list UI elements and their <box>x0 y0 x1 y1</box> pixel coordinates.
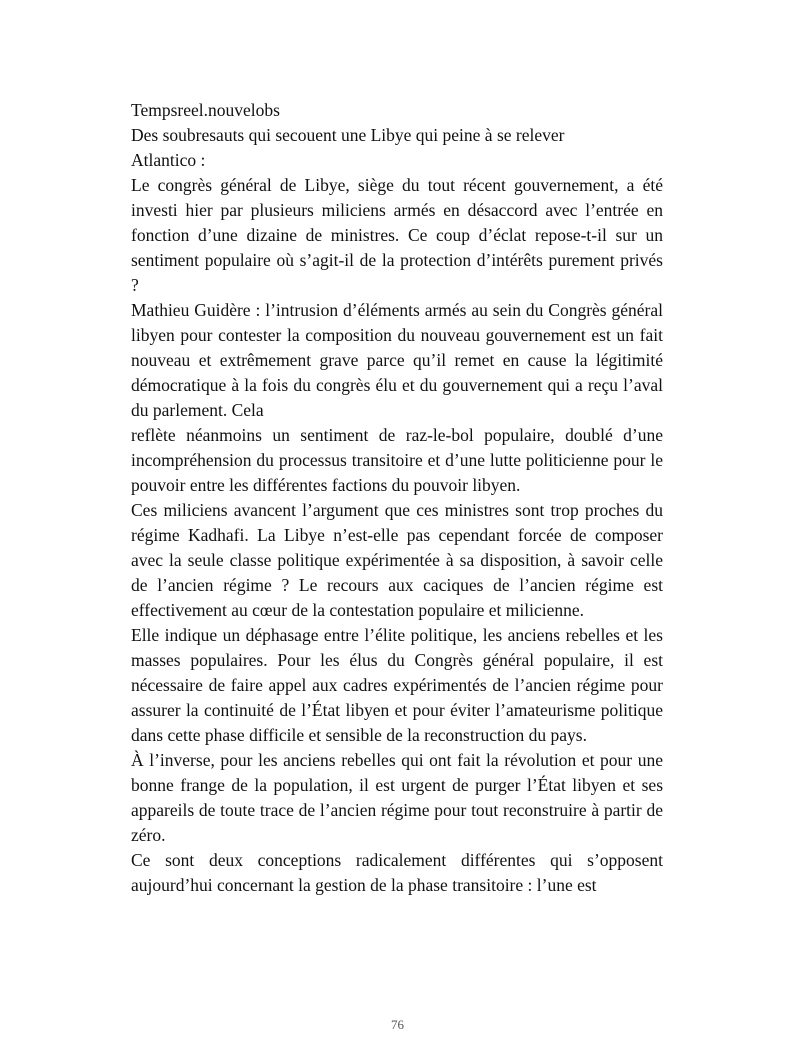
paragraph: Ce sont deux conceptions radicalement différentes qui s’opposent aujourd’hui concernant la gestion de la phase transitoire : l’une est <box>131 850 663 895</box>
paragraph: Ces miliciens avancent l’argument que ces ministres sont trop proches du régime Kadhafi. La Libye n’est-elle pas cependant forcée de composer avec la seule classe politique expérimentée à sa disposition, à savoir celle de l’ancien régime ? Le recours aux caciques de l’ancien régime est effectivement au cœur de la contestation populaire et milicienne. <box>131 500 663 620</box>
article-title: Des soubresauts qui secouent une Libye qui peine à se relever <box>131 125 565 145</box>
paragraph: Mathieu Guidère : l’intrusion d’éléments armés au sein du Congrès général libyen pour contester la composition du nouveau gouvernement est un fait nouveau et extrêmement grave parce qu’il remet en cause la légitimité démocratique à la fois du congrès élu et du gouvernement qui a reçu l’aval du parlement. Cela <box>131 300 663 420</box>
paragraph: À l’inverse, pour les anciens rebelles qui ont fait la révolution et pour une bonne frange de la population, il est urgent de purger l’État libyen et ses appareils de toute trace de l’ancien régime pour tout reconstruire à partir de zéro. <box>131 750 663 845</box>
source-line: Atlantico : <box>131 150 206 170</box>
source-line: Tempsreel.nouvelobs <box>131 100 280 120</box>
document-body <box>131 98 663 898</box>
paragraph: Elle indique un déphasage entre l’élite politique, les anciens rebelles et les masses populaires. Pour les élus du Congrès général populaire, il est nécessaire de faire appel aux cadres expérimentés de l’ancien régime pour assurer la continuité de l’État libyen et pour éviter l’amateurisme politique dans cette phase difficile et sensible de la reconstruction du pays. <box>131 625 663 745</box>
page-number: 76 <box>391 1017 404 1032</box>
paragraph: Le congrès général de Libye, siège du tout récent gouvernement, a été investi hier par plusieurs miliciens armés en désaccord avec l’entrée en fonction d’une dizaine de ministres. Ce coup d’éclat repose-t-il sur un sentiment populaire où s’agit-il de la protection d’intérêts purement privés ? <box>131 175 663 295</box>
paragraph: reflète néanmoins un sentiment de raz-le-bol populaire, doublé d’une incompréhension du processus transitoire et d’une lutte politicienne pour le pouvoir entre les différentes factions du pouvoir libyen. <box>131 425 663 495</box>
